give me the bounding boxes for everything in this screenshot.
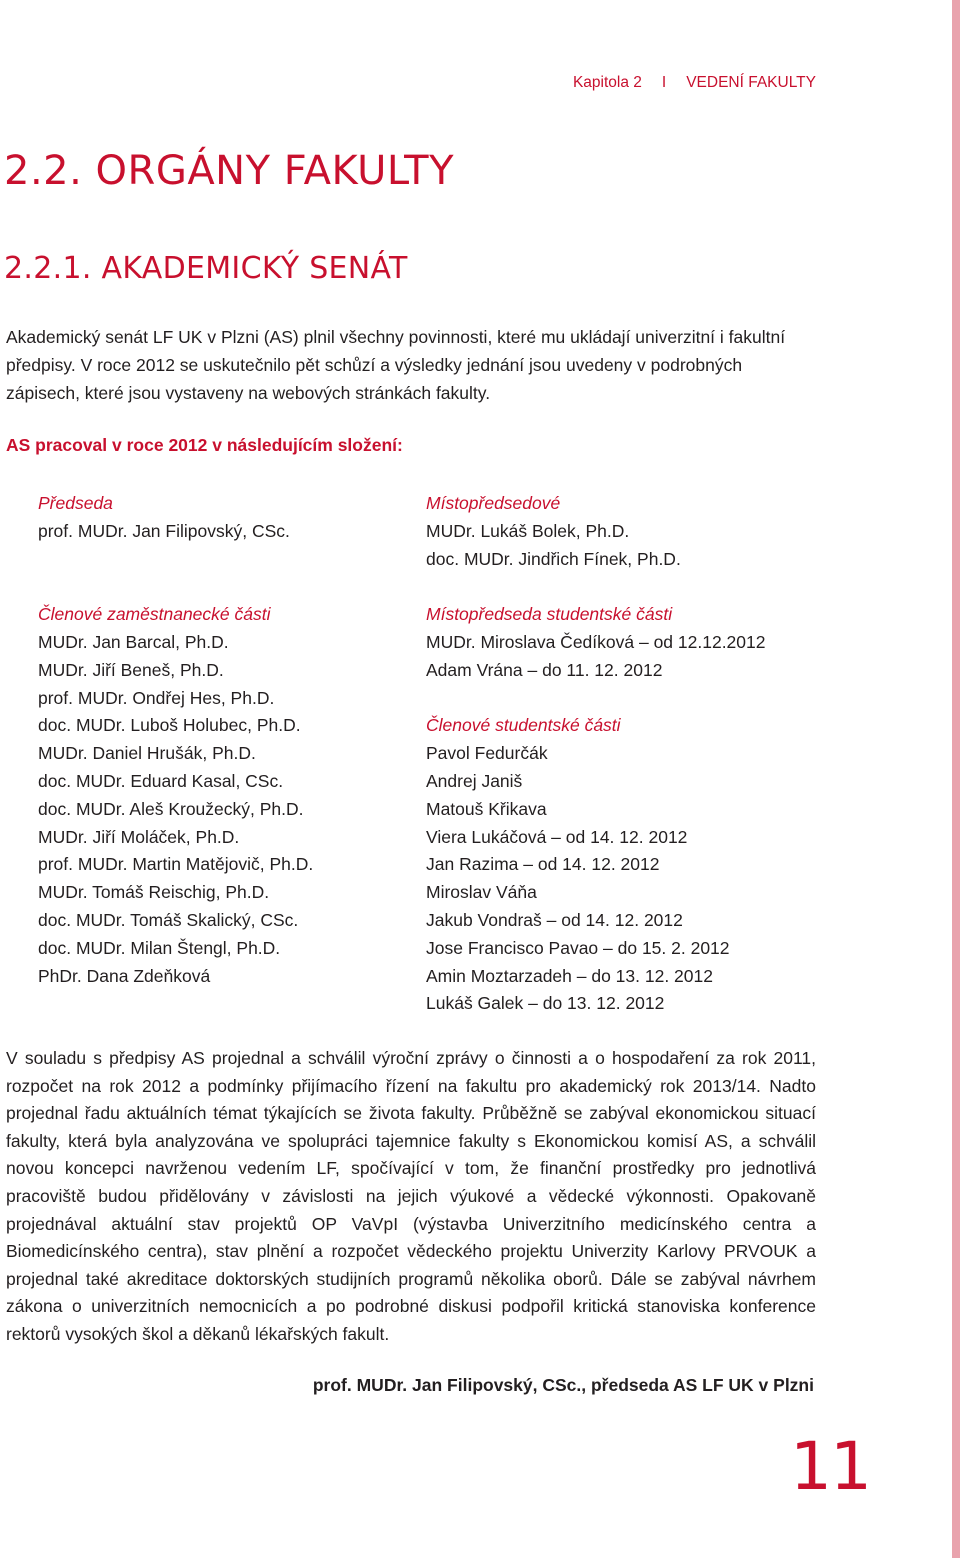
student-members-title: Členové studentské části — [426, 715, 621, 736]
running-head-separator: I — [661, 74, 667, 91]
staff-member: MUDr. Jiří Beneš, Ph.D. — [38, 659, 224, 680]
vice-chair: MUDr. Lukáš Bolek, Ph.D. — [426, 520, 630, 541]
student-vice-chair: Adam Vrána – do 11. 12. 2012 — [426, 659, 663, 680]
signature: prof. MUDr. Jan Filipovský, CSc., předseda AS LF UK v Plzni — [312, 1375, 814, 1395]
staff-members-title: Členové zaměstnanecké části — [38, 604, 271, 625]
student-member: Pavol Fedurčák — [426, 743, 548, 764]
page-edge-bar — [952, 0, 960, 1558]
vice-chairs-title: Místopředsedové — [426, 493, 561, 513]
staff-member: MUDr. Daniel Hrušák, Ph.D. — [38, 743, 256, 764]
staff-member: prof. MUDr. Ondřej Hes, Ph.D. — [38, 687, 275, 708]
staff-member: MUDr. Jan Barcal, Ph.D. — [38, 631, 229, 652]
student-member: Jose Francisco Pavao – do 15. 2. 2012 — [426, 937, 730, 958]
section-heading: 2.2. ORGÁNY FAKULTY — [4, 148, 455, 194]
staff-member: doc. MUDr. Aleš Kroužecký, Ph.D. — [38, 798, 304, 819]
staff-member: doc. MUDr. Luboš Holubec, Ph.D. — [38, 715, 301, 736]
staff-member: doc. MUDr. Milan Štengl, Ph.D. — [38, 937, 281, 958]
chair-title: Předseda — [38, 493, 113, 513]
running-head-chapter: Kapitola 2 — [572, 74, 642, 91]
page-number: 11 — [790, 1428, 870, 1505]
left-column — [38, 490, 398, 990]
student-member: Jan Razima – od 14. 12. 2012 — [426, 854, 660, 875]
staff-member: prof. MUDr. Martin Matějovič, Ph.D. — [38, 854, 314, 875]
student-member: Matouš Křikava — [426, 798, 547, 819]
student-member: Jakub Vondraš – od 14. 12. 2012 — [426, 909, 683, 930]
vice-chair: doc. MUDr. Jindřich Fínek, Ph.D. — [426, 548, 681, 569]
subsection-heading: 2.2.1. AKADEMICKÝ SENÁT — [4, 251, 408, 286]
student-member: Lukáš Galek – do 13. 12. 2012 — [426, 993, 665, 1014]
student-vice-chair: MUDr. Miroslava Čedíková – od 12.12.2012 — [426, 631, 766, 652]
staff-member: PhDr. Dana Zdeňková — [38, 965, 211, 986]
chair-member: prof. MUDr. Jan Filipovský, CSc. — [38, 520, 290, 541]
staff-member: doc. MUDr. Eduard Kasal, CSc. — [38, 770, 284, 791]
student-vice-chair-title: Místopředseda studentské části — [426, 604, 673, 625]
student-member: Amin Moztarzadeh – do 13. 12. 2012 — [426, 965, 713, 986]
student-member: Andrej Janiš — [426, 770, 523, 791]
intro-paragraph: Akademický senát LF UK v Plzni (AS) plnil všechny povinnosti, které mu ukládají univerzitní i fakultní předpisy. V roce 2012 se uskutečnilo pět schůzí a výsledky jednání jsou uvedeny v podrobných zápisech, které jsou vystaveny na webových stránkách fakulty. — [6, 327, 786, 403]
staff-member: MUDr. Jiří Moláček, Ph.D. — [38, 826, 240, 847]
running-head-section: VEDENÍ FAKULTY — [686, 74, 816, 91]
composition-title: AS pracoval v roce 2012 v následujícím složení: — [6, 435, 403, 455]
staff-member: doc. MUDr. Tomáš Skalický, CSc. — [38, 909, 299, 930]
student-member: Miroslav Váňa — [426, 882, 537, 903]
closing-paragraph: V souladu s předpisy AS projednal a schválil výroční zprávy o činnosti a o hospodaření za rok 2011, rozpočet na rok 2012 a podmínky přijímacího řízení na fakultu pro akademický rok 2013/14. Nadto projednal řadu aktuálních témat týkajících se života fakulty. Průběžně se zabýval ekonomickou situací fakulty, která byla analyzována ve spolupráci tajemnice fakulty s Ekonomickou komisí AS, a schválil novou koncepci navrženou vedením LF, spočívající v tom, že finanční prostředky pro jednotlivá pracoviště budou přidělovány v závislosti na jejich výukové a vědecké výkonnosti. Opakovaně projednával aktuální stav projektů OP VaVpI (výstavba Univerzitního medicínského centra a Biomedicínského centra), stav plnění a rozpočet vědeckého projektu Univerzity Karlovy PRVOUK a projednal také akreditace doktorských studijních programů několika oborů. Dále se zabýval návrhem zákona o univerzitních nemocnicích a po podrobné diskusi podpořil kritická stanoviska konference rektorů vysokých škol a děkanů lékařských fakult. — [6, 1048, 816, 1344]
right-column — [426, 490, 846, 1018]
staff-member: MUDr. Tomáš Reischig, Ph.D. — [38, 882, 270, 903]
student-member: Viera Lukáčová – od 14. 12. 2012 — [426, 826, 688, 847]
running-head — [540, 74, 816, 92]
